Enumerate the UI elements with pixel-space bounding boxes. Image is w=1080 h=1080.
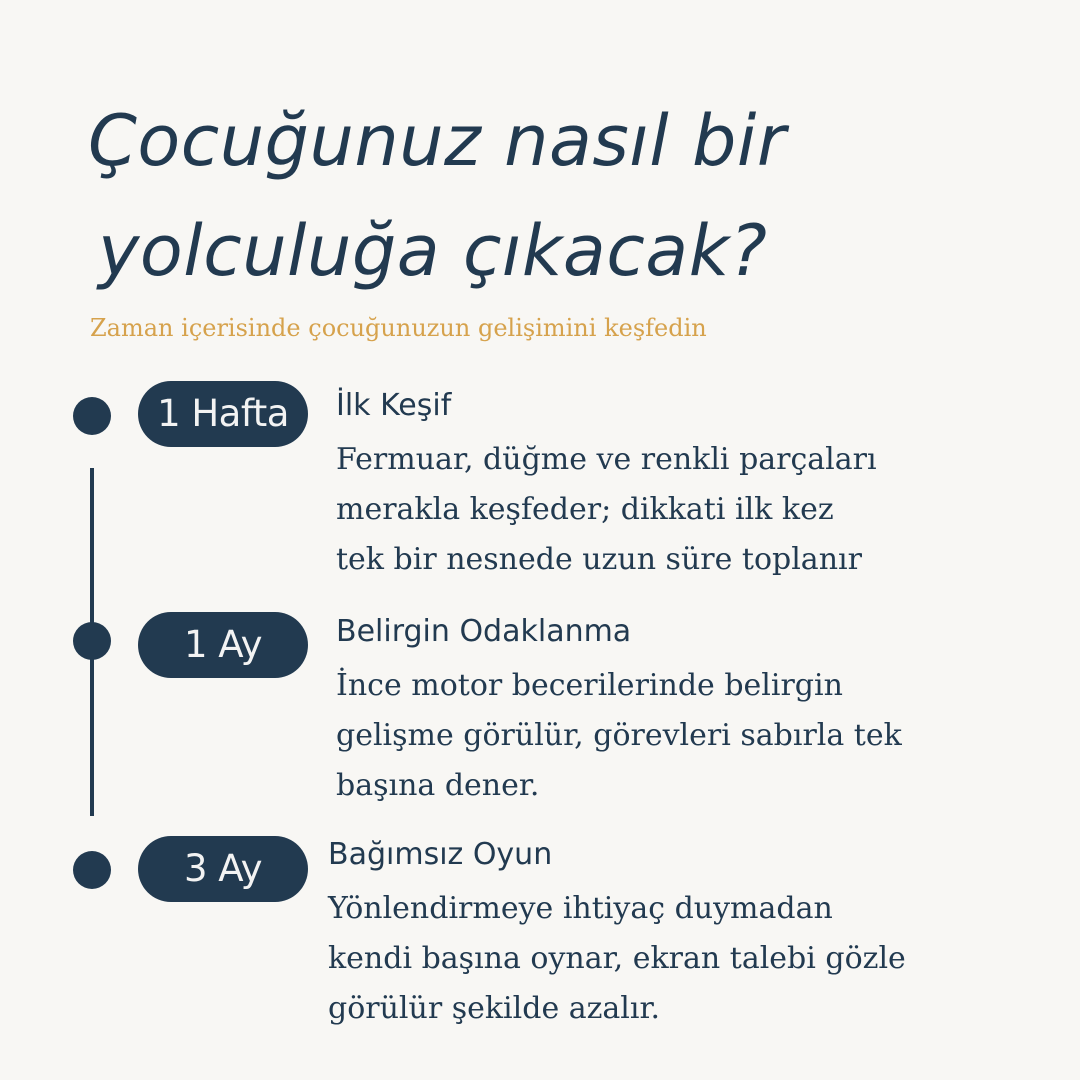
stage-description-1 — [336, 435, 877, 585]
stage-description-2-line-3: başına dener. — [336, 768, 540, 803]
timeline-dot-3 — [73, 851, 111, 889]
stage-badge-2: 1 Ay — [138, 612, 308, 678]
stage-description-2-line-2: gelişme görülür, görevleri sabırla tek — [336, 718, 902, 753]
stage-description-3-line-2: kendi başına oynar, ekran talebi gözle — [328, 941, 906, 976]
page-title — [88, 86, 1048, 306]
timeline-dot-2 — [73, 622, 111, 660]
stage-heading-2: Belirgin Odaklanma — [336, 614, 632, 649]
stage-description-1-line-2: merakla keşfeder; dikkati ilk kez — [336, 492, 834, 527]
stage-description-3-line-1: Yönlendirmeye ihtiyaç duymadan — [328, 891, 833, 926]
stage-description-2 — [336, 661, 902, 811]
stage-badge-3: 3 Ay — [138, 836, 308, 902]
stage-description-1-line-1: Fermuar, düğme ve renkli parçaları — [336, 442, 877, 477]
page-subtitle: Zaman içerisinde çocuğunuzun gelişimini keşfedin — [90, 314, 707, 342]
stage-description-3 — [328, 884, 906, 1034]
page-title-line-2: yolculuğa çıkacak? — [98, 210, 768, 292]
stage-description-3-line-3: görülür şekilde azalır. — [328, 991, 661, 1026]
stage-heading-1: İlk Keşif — [336, 388, 452, 423]
stage-description-2-line-1: İnce motor becerilerinde belirgin — [336, 668, 843, 703]
stage-description-1-line-3: tek bir nesnede uzun süre toplanır — [336, 542, 862, 577]
stage-heading-3: Bağımsız Oyun — [328, 837, 553, 872]
stage-badge-1: 1 Hafta — [138, 381, 308, 447]
timeline-dot-1 — [73, 397, 111, 435]
page-title-line-1: Çocuğunuz nasıl bir — [88, 100, 787, 182]
